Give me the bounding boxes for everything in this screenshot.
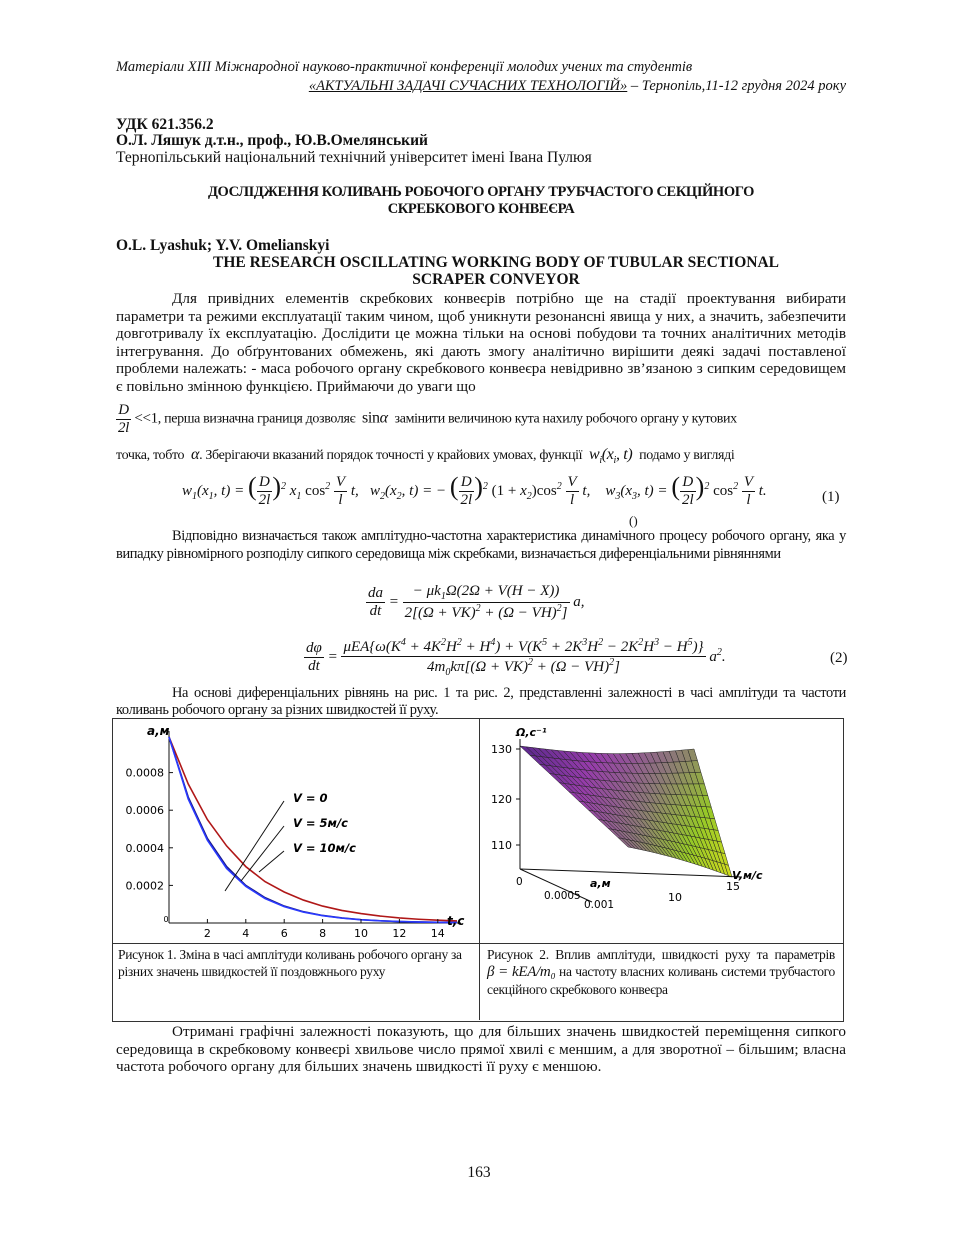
paragraph-figures-intro: На основі диференціальних рівнянь на рис. 1 та рис. 2, представленні залежності в часі амплітуди та частоти коливань робочого органу за різних швидкостей її руху. — [116, 685, 846, 718]
figure-2-surface — [520, 746, 732, 877]
functions-line: точка, тобто α. Зберігаючи вказаний порядок точності у крайових умовах, функції $w_i(x_i$, t) подамо у вигляді — [116, 446, 735, 467]
v-tick-label: 10 — [668, 891, 682, 904]
affiliation: Тернопільський національний технічний університет імені Івана Пулюя — [116, 149, 592, 166]
x-tick-label: 4 — [242, 927, 250, 940]
z-tick-label: 130 — [491, 743, 512, 756]
z-tick-label: 120 — [491, 793, 512, 806]
legend-label-1: V = 0 — [293, 791, 328, 805]
conference-name: «АКТУАЛЬНІ ЗАДАЧІ СУЧАСНИХ ТЕХНОЛОГІЙ» — [308, 78, 628, 94]
a-tick-label: 0.001 — [584, 899, 615, 911]
x-tick-label: 14 — [430, 927, 445, 940]
x-tick-label: 2 — [203, 927, 211, 940]
figure-1-chart — [113, 719, 478, 942]
figure-2-caption-rest: на частоту власних коливань системи трубчастого секційного скребкового конвеєра — [487, 964, 835, 997]
v-axis-label: V,м/с — [732, 869, 763, 882]
title-en-line1: THE RESEARCH OSCILLATING WORKING BODY OF TUBULAR SECTIONAL — [212, 254, 779, 271]
functions-text-b: . Зберігаючи вказаний порядок точності у крайових умовах, функції — [199, 448, 583, 463]
a-axis-label: a,м — [590, 877, 611, 890]
condition-line: $\frac{D}{2l}$ <<1, перша визначна границя дозволяє sinα замінити величиною кута нахилу робочого органу у кутових — [118, 402, 737, 436]
functions-text-a: точка, тобто — [116, 448, 185, 463]
equation-1: $w_1(x_1$, t) = ( $\frac{D}{2l}$ )$^2$ $x_1$ $\cos^2$ $\frac{V}{l}$ t, $w_2(x_2$, t) = − ( $\frac{D}{2l}$ )$^2$ $(1 + x_2)\cos^2$ $\frac{V}{l}$ t, $w_3(x_3$, t) = ( $\frac{D}{2l}$ )$^2$ $\cos^2$ $\frac{V}{l}$ t. — [182, 472, 767, 509]
equation-2b: $\frac{d\varphi}{dt}$ = $\frac{\mu EA\{\omega(K^4 + 4K^2H^2 + H^4) + V(K^5 + 2K^3H^2 - 2K^2H^3 - H^5)\}}{4m_0k\pi[(\Omega + VK)^2 + (\Omega - VH)^2]}$ $a^2$. — [306, 637, 726, 678]
a-tick-label: 0 — [516, 876, 523, 888]
equation-1-paren: () — [629, 513, 638, 528]
condition-text-b: замінити величиною кута нахилу робочого органу у кутових — [394, 411, 737, 427]
y-tick-label: 0.0008 — [125, 766, 164, 780]
x-tick-label: 8 — [319, 927, 327, 940]
x-tick-label: 10 — [354, 927, 368, 940]
functions-text-c: подамо у вигляді — [639, 448, 735, 463]
figure-1-legend — [225, 791, 356, 891]
y-tick-label: 0.0006 — [125, 804, 164, 818]
captions-divider — [112, 943, 843, 944]
d-over-2l-fraction: $\frac{D}{2l}$ — [118, 402, 129, 436]
udc-code: УДК 621.356.2 — [116, 116, 214, 133]
y-axis-label: a,м — [147, 724, 170, 738]
x-tick-label: 12 — [392, 927, 407, 940]
z-tick-label: 110 — [491, 839, 512, 852]
conference-header-line1: Матеріали XIII Міжнародної науково-практичної конференції молодих учених та студентів — [116, 59, 693, 75]
authors-en: O.L. Lyashuk; Y.V. Omelianskyi — [116, 237, 330, 254]
y-tick-label: 0.0004 — [125, 841, 164, 855]
authors-ua: О.Л. Ляшук д.т.н., проф., Ю.В.Омелянський — [116, 132, 428, 149]
equation-1-number: (1) — [822, 489, 840, 505]
x-tick-label: 6 — [280, 927, 288, 940]
v-tick-label: 15 — [726, 880, 740, 893]
legend-leader-3 — [259, 851, 284, 872]
y-tick-label: 0.0002 — [125, 879, 164, 893]
paragraph-conclusion: Отримані графічні залежності показують, що для більших значень швидкостей переміщення сипкого середовища в скребковому конвеєрі хвильове число прямої хвилі є меншим, а для зворотної – більшим; власна частота робочого органу для більших значень швидкості її руху є меншою. — [116, 1023, 846, 1076]
title-ua-line2: СКРЕБКОВОГО КОНВЕЄРА — [387, 201, 575, 217]
z-axis-label: Ω,c⁻¹ — [516, 726, 547, 739]
conference-date: – Тернопіль,11-12 грудня 2024 року — [627, 78, 846, 94]
legend-leader-1 — [225, 801, 284, 891]
title-ua-line1: ДОСЛІДЖЕННЯ КОЛИВАНЬ РОБОЧОГО ОРГАНУ ТРУБЧАСТОГО СЕКЦІЙНОГО — [207, 184, 755, 200]
title-en-line2: SCRAPER CONVEYOR — [412, 271, 580, 288]
paragraph-intro: Для привідних елементів скребкових конвеєрів потрібно ще на стадії проектування вибирати параметри та режими експлуатації таким чином, щоб уникнути резонансні явища у них, а значить, забезпечити довготривалу їх експлуатацію. Дослідити це можна тільки на основі побудови та точних аналітичних методів інтегрування. До обґрунтованих обмежень, які дають змогу аналітично вирішити деякі задачі поставленої проблеми належать: - маса робочого органу скребкового конвеєра невідривно зв’язаною з сипким середовищем є повільно змінною функцією. Приймаючи до уваги що — [116, 290, 846, 395]
legend-label-2: V = 5м/с — [293, 816, 348, 830]
legend-label-3: V = 10м/с — [293, 841, 356, 855]
equation-2a: $\frac{da}{dt}$ = $\frac{- \mu k_1\Omega(2\Omega + V(H - X))}{2[(\Omega + VK)^2 + (\Omega - VH)^2]}$ a, — [368, 583, 585, 621]
equation-2-number: (2) — [830, 650, 848, 666]
paragraph-amplitude: Відповідно визначається також амплітудно-частотна характеристика динамічного процесу робочого органу, яка у випадку рівномірного розподілу сипкого середовища між скребками, визначається диференціальними рівняннями — [116, 528, 846, 562]
x-axis-label: t,c — [447, 914, 465, 928]
figure-2-caption-text: Рисунок 2. Вплив амплітуди, швидкості руху та параметрів — [487, 947, 835, 962]
figure-2-caption-eq: β = kEA/m₀ — [487, 964, 556, 980]
page-number: 163 — [467, 1164, 491, 1181]
condition-text-a: , перша визначна границя дозволяє — [157, 411, 356, 427]
v-axis — [520, 869, 742, 877]
figure-2-caption — [487, 946, 835, 998]
a-tick-label: 0.0005 — [544, 890, 581, 902]
x-tick-label: 0 — [163, 915, 169, 924]
figure-2-chart — [480, 719, 842, 942]
conference-header-line2 — [116, 77, 846, 96]
figure-1-caption: Рисунок 1. Зміна в часі амплітуди коливань робочого органу за різних значень швидкостей її поздовжнього руху — [118, 947, 462, 979]
